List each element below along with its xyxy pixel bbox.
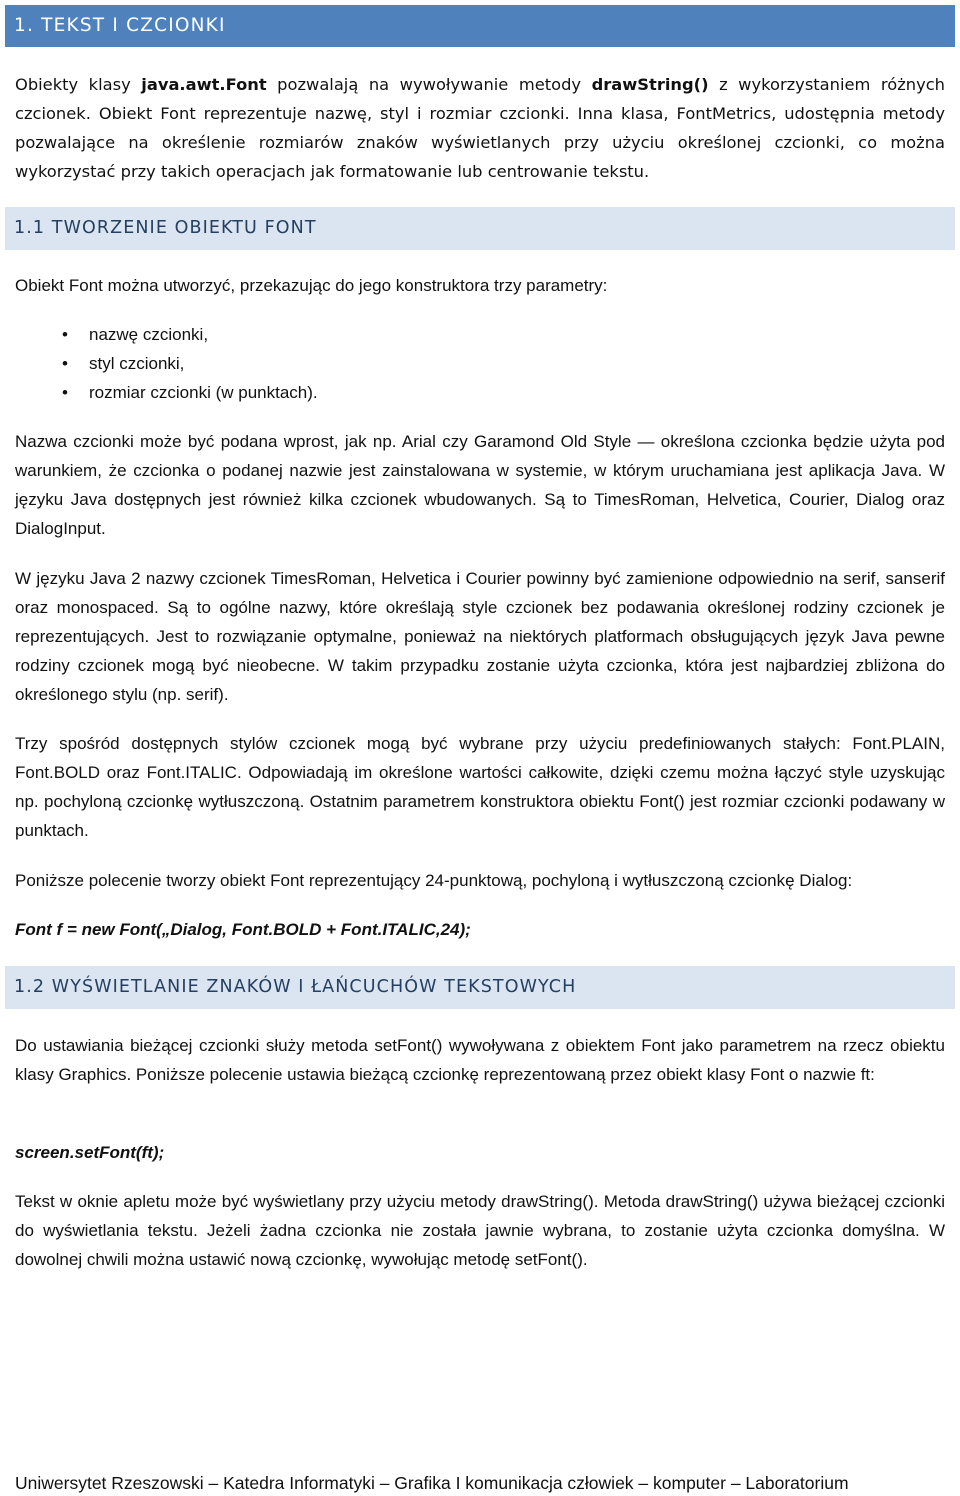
section1-paragraph-3: Trzy spośród dostępnych stylów czcionek mogą być wybrane przy użyciu predefiniowanych stałych: Font.PLAIN, Font.BOLD oraz Font.ITALIC. Odpowiadają im określone wartości całkowite, dzięki czemu można łączyć style uzyskując np. pochyloną czcionkę wytłuszczoną. Ostatnim parametrem konstruktora obiektu Font() jest rozmiar czcionki podawany w punktach. [15,734,945,840]
intro-text-3: z wykorzystaniem różnych czcionek. Obiekt Font reprezentuje nazwę, styl i rozmiar czcionki. Inna klasa, FontMetrics, udostępnia metody pozwalające na określenie rozmiarów znaków wyświetlanych przy użyciu określonej czcionki, co można wykorzystać przy takich operacjach jak formatowanie lub centrowanie tekstu. [15,75,945,181]
intro-text-1: Obiekty klasy [15,75,142,94]
section1-paragraph-4: Poniższe polecenie tworzy obiekt Font reprezentujący 24-punktową, pochyloną i wytłuszczoną czcionkę Dialog: [15,871,853,890]
intro-class-name: java.awt.Font [141,75,267,94]
section1-paragraph-2: W języku Java 2 nazwy czcionek TimesRoman, Helvetica i Courier powinny być zamienione odpowiednio na serif, sanserif oraz monospaced. Są to ogólne nazwy, które określają style czcionek bez podawania określonej rodziny czcionek je reprezentujących. Jest to rozwiązanie optymalne, ponieważ na niektórych platformach obsługujących język Java pewne rodziny czcionek mogą być nieobecne. W takim przypadku zostanie użyta czcionka, która jest najbardziej zbliżona do określonego stylu (np. serif). [15,569,945,704]
intro-method-name: drawString() [591,75,709,94]
list-item: • styl czcionki, [15,349,615,378]
code-example-setfont: screen.setFont(ft); [15,1143,165,1162]
heading-1-1: 1.1 TWORZENIE OBIEKTU FONT [5,207,955,250]
section1-intro: Obiekt Font można utworzyć, przekazując do jego konstruktora trzy parametry: [15,276,608,295]
section2-paragraph-2: Tekst w oknie apletu może być wyświetlany przy użyciu metody drawString(). Metoda drawString() używa bieżącej czcionki do wyświetlania tekstu. Jeżeli żadna czcionka nie została jawnie wybrana, to zostanie użyta czcionka domyślna. W dowolnej chwili można ustawić nową czcionkę, wywołując metodę setFont(). [15,1192,945,1269]
list-item: • nazwę czcionki, [15,320,615,349]
page-footer: Uniwersytet Rzeszowski – Katedra Informatyki – Grafika I komunikacja człowiek – komputer – Laboratorium [15,1473,849,1493]
intro-paragraph [15,70,945,186]
heading-1-2: 1.2 WYŚWIETLANIE ZNAKÓW I ŁAŃCUCHÓW TEKSTOWYCH [5,966,955,1009]
intro-text-2: pozwalają na wywoływanie metody [266,75,592,94]
section1-paragraph-1: Nazwa czcionki może być podana wprost, jak np. Arial czy Garamond Old Style — określona czcionka będzie użyta pod warunkiem, że czcionka o podanej nazwie jest zainstalowana w systemie, w którym uruchamiana jest aplikacja Java. W języku Java dostępnych jest również kilka czcionek wbudowanych. Są to TimesRoman, Helvetica, Courier, Dialog oraz DialogInput. [15,432,945,538]
parameter-list [15,320,615,407]
list-item: • rozmiar czcionki (w punktach). [15,378,615,407]
section2-paragraph-1: Do ustawiania bieżącej czcionki służy metoda setFont() wywoływana z obiektem Font jako parametrem na rzecz obiektu klasy Graphics. Poniższe polecenie ustawia bieżącą czcionkę reprezentowaną przez obiekt klasy Font o nazwie ft: [15,1036,945,1084]
code-example-font: Font f = new Font(„Dialog, Font.BOLD + Font.ITALIC,24); [15,920,471,939]
heading-1: 1. TEKST I CZCIONKI [5,5,955,47]
